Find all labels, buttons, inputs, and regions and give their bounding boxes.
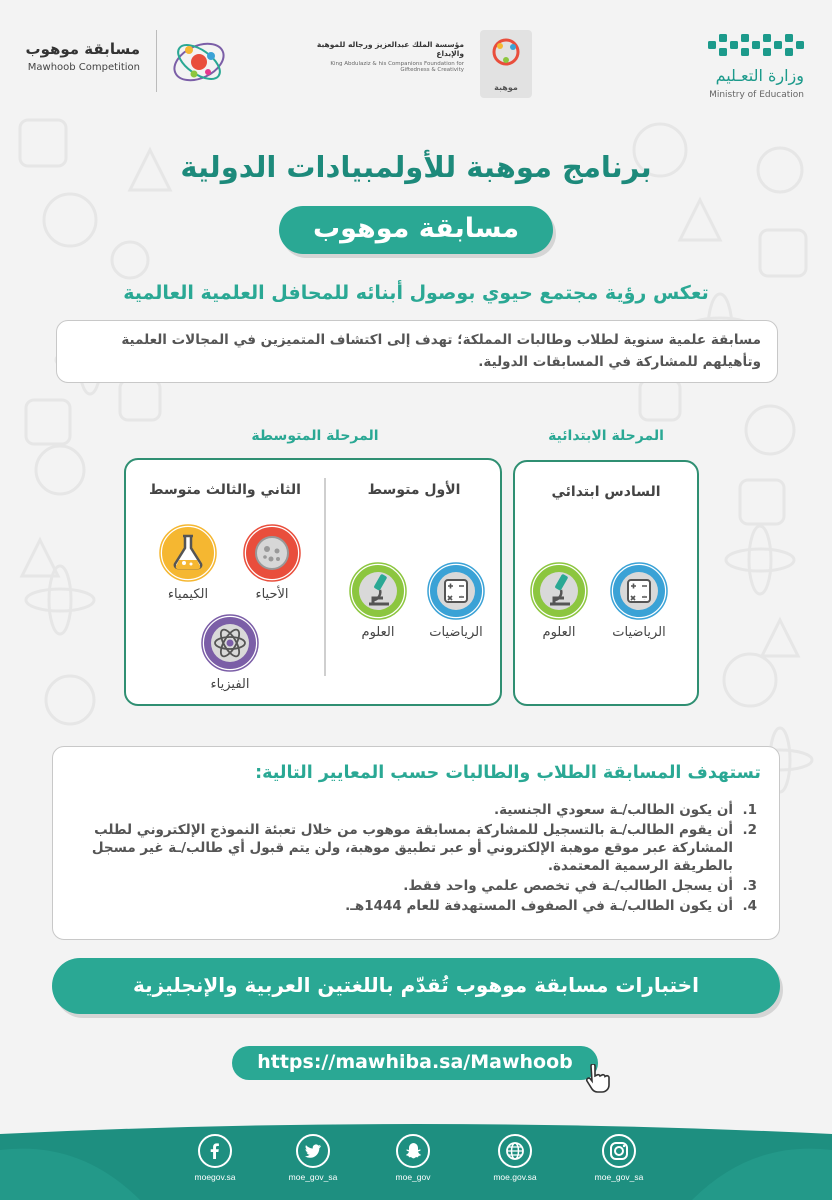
snapchat-icon: [403, 1141, 423, 1161]
foundation-badge: [480, 30, 532, 98]
competition-title-pill: مسابقة موهوب: [279, 206, 553, 254]
subject-physics: [190, 612, 270, 692]
criteria-item: [67, 821, 757, 875]
criteria-item: [67, 877, 757, 895]
social-snapchat[interactable]: [368, 1134, 458, 1182]
subject-math-primary: [599, 560, 679, 640]
competition-mark-icon: [166, 28, 232, 94]
foundation-name-ar: مؤسسة الملك عبدالعزيز ورجاله للموهبة والإبداع: [316, 40, 464, 58]
social-circle: [396, 1134, 430, 1168]
criteria-title: تستهدف المسابقة الطلاب والطالبات حسب المعايير التالية:: [255, 763, 761, 783]
twitter-icon: [303, 1141, 323, 1161]
math-calculator-icon: [425, 560, 487, 622]
social-handle: moe_gov_sa: [594, 1172, 644, 1182]
moe-dots-icon: [708, 32, 804, 58]
logo-separator: [156, 30, 157, 92]
grade-label-first-middle: الأول متوسط: [367, 482, 461, 498]
criteria-text: أن يكون الطالب/ـة في الصفوف المستهدفة للعام 1444هـ.: [345, 898, 733, 914]
foundation-name-en: King Abdulaziz & his Companions Foundation for Giftedness & Creativity: [330, 61, 464, 73]
foundation-name: [312, 40, 464, 73]
social-circle: [296, 1134, 330, 1168]
ministry-name-ar: وزارة التعـليم: [715, 66, 804, 85]
subject-chemistry: [148, 522, 228, 602]
subject-science-primary: [519, 560, 599, 640]
foundation-badge-label: موهبة: [494, 83, 518, 92]
subject-science-middle: [338, 560, 418, 640]
subject-label-physics: الفيزياء: [210, 677, 250, 692]
criteria-number: 1.: [742, 802, 757, 818]
primary-stage-label: المرحلة الابتدائية: [548, 428, 664, 444]
mawhiba-foundation-logo: [312, 30, 534, 90]
criteria-item: [67, 897, 757, 915]
physics-atom-icon: [199, 612, 261, 674]
ministry-of-education-logo: [664, 30, 814, 102]
social-handle: moe.gov.sa: [493, 1172, 537, 1182]
social-handle: moegov.sa: [194, 1172, 236, 1182]
social-website[interactable]: [470, 1134, 560, 1182]
criteria-text: أن يسجل الطالب/ـة في تخصص علمي واحد فقط.: [403, 878, 733, 894]
science-microscope-icon: [347, 560, 409, 622]
header: [0, 0, 832, 120]
science-microscope-icon: [528, 560, 590, 622]
vision-subtitle: تعكس رؤية مجتمع حيوي بوصول أبنائه للمحافل العلمية العالمية: [123, 282, 709, 304]
grade-label-second-third-middle: الثاني والثالث متوسط: [149, 482, 301, 498]
page-title: برنامج موهبة للأولمبيادات الدولية: [180, 150, 652, 184]
criteria-number: 3.: [742, 878, 757, 894]
social-circle: [602, 1134, 636, 1168]
competition-name: [22, 40, 140, 73]
social-instagram[interactable]: [574, 1134, 664, 1182]
grade-label-sixth-primary: السادس ابتدائي: [551, 484, 661, 500]
description-box: مسابقة علمية سنوية لطلاب وطالبات المملكة؛ تهدف إلى اكتشاف المتميزين في المجالات العلمية وتأهيلهم للمشاركة في المسابقات الدولية.: [56, 320, 778, 383]
stage-divider: [324, 478, 326, 676]
social-handle: moe_gov_sa: [288, 1172, 338, 1182]
criteria-box: [52, 746, 780, 940]
subject-label-math-primary: الرياضيات: [612, 625, 666, 640]
subject-math-middle: [416, 560, 496, 640]
footer: [0, 1120, 832, 1200]
languages-note-pill: اختبارات مسابقة موهوب تُقدّم باللغتين العربية والإنجليزية: [52, 958, 780, 1014]
facebook-icon: [205, 1141, 225, 1161]
hand-pointer-icon: [582, 1064, 610, 1094]
subject-label-science-middle: العلوم: [361, 625, 395, 640]
subject-label-science-primary: العلوم: [542, 625, 576, 640]
social-facebook[interactable]: [170, 1134, 260, 1182]
competition-name-ar: مسابقة موهوب: [25, 40, 140, 58]
subject-label-biology: الأحياء: [255, 587, 289, 602]
mawhoob-competition-logo: [22, 26, 222, 96]
instagram-icon: [609, 1141, 629, 1161]
criteria-number: 2.: [742, 822, 757, 838]
social-circle: [498, 1134, 532, 1168]
middle-stage-label: المرحلة المتوسطة: [251, 428, 379, 444]
criteria-item: [67, 801, 757, 819]
biology-cell-icon: [241, 522, 303, 584]
math-calculator-icon: [608, 560, 670, 622]
middle-stage-box: [124, 458, 502, 706]
primary-stage-box: [513, 460, 699, 706]
criteria-text: أن يكون الطالب/ـة سعودي الجنسية.: [493, 802, 733, 818]
registration-link[interactable]: https://mawhiba.sa/Mawhoob: [232, 1046, 598, 1080]
criteria-list: [67, 801, 757, 917]
criteria-number: 4.: [742, 898, 757, 914]
competition-name-en: Mawhoob Competition: [27, 62, 140, 73]
web-icon: [505, 1141, 525, 1161]
subject-label-math-middle: الرياضيات: [429, 625, 483, 640]
mawhiba-mark-icon: [480, 30, 532, 74]
ministry-name-en: Ministry of Education: [709, 90, 804, 100]
social-circle: [198, 1134, 232, 1168]
subject-label-chemistry: الكيمياء: [167, 587, 209, 602]
social-handle: moe_gov: [395, 1172, 431, 1182]
chemistry-flask-icon: [157, 522, 219, 584]
social-twitter[interactable]: [268, 1134, 358, 1182]
subject-biology: [232, 522, 312, 602]
criteria-text: أن يقوم الطالب/ـة بالتسجيل للمشاركة بمسابقة موهوب من خلال تعبئة النموذج الإلكتروني لطلب المشاركة عبر موقع موهبة الإلكتروني أو عبر تطبيق موهبة، ولن يتم قبول أي طالب/ـة غير مسجل بالطريقة الرسمية المعتمدة.: [91, 822, 733, 874]
